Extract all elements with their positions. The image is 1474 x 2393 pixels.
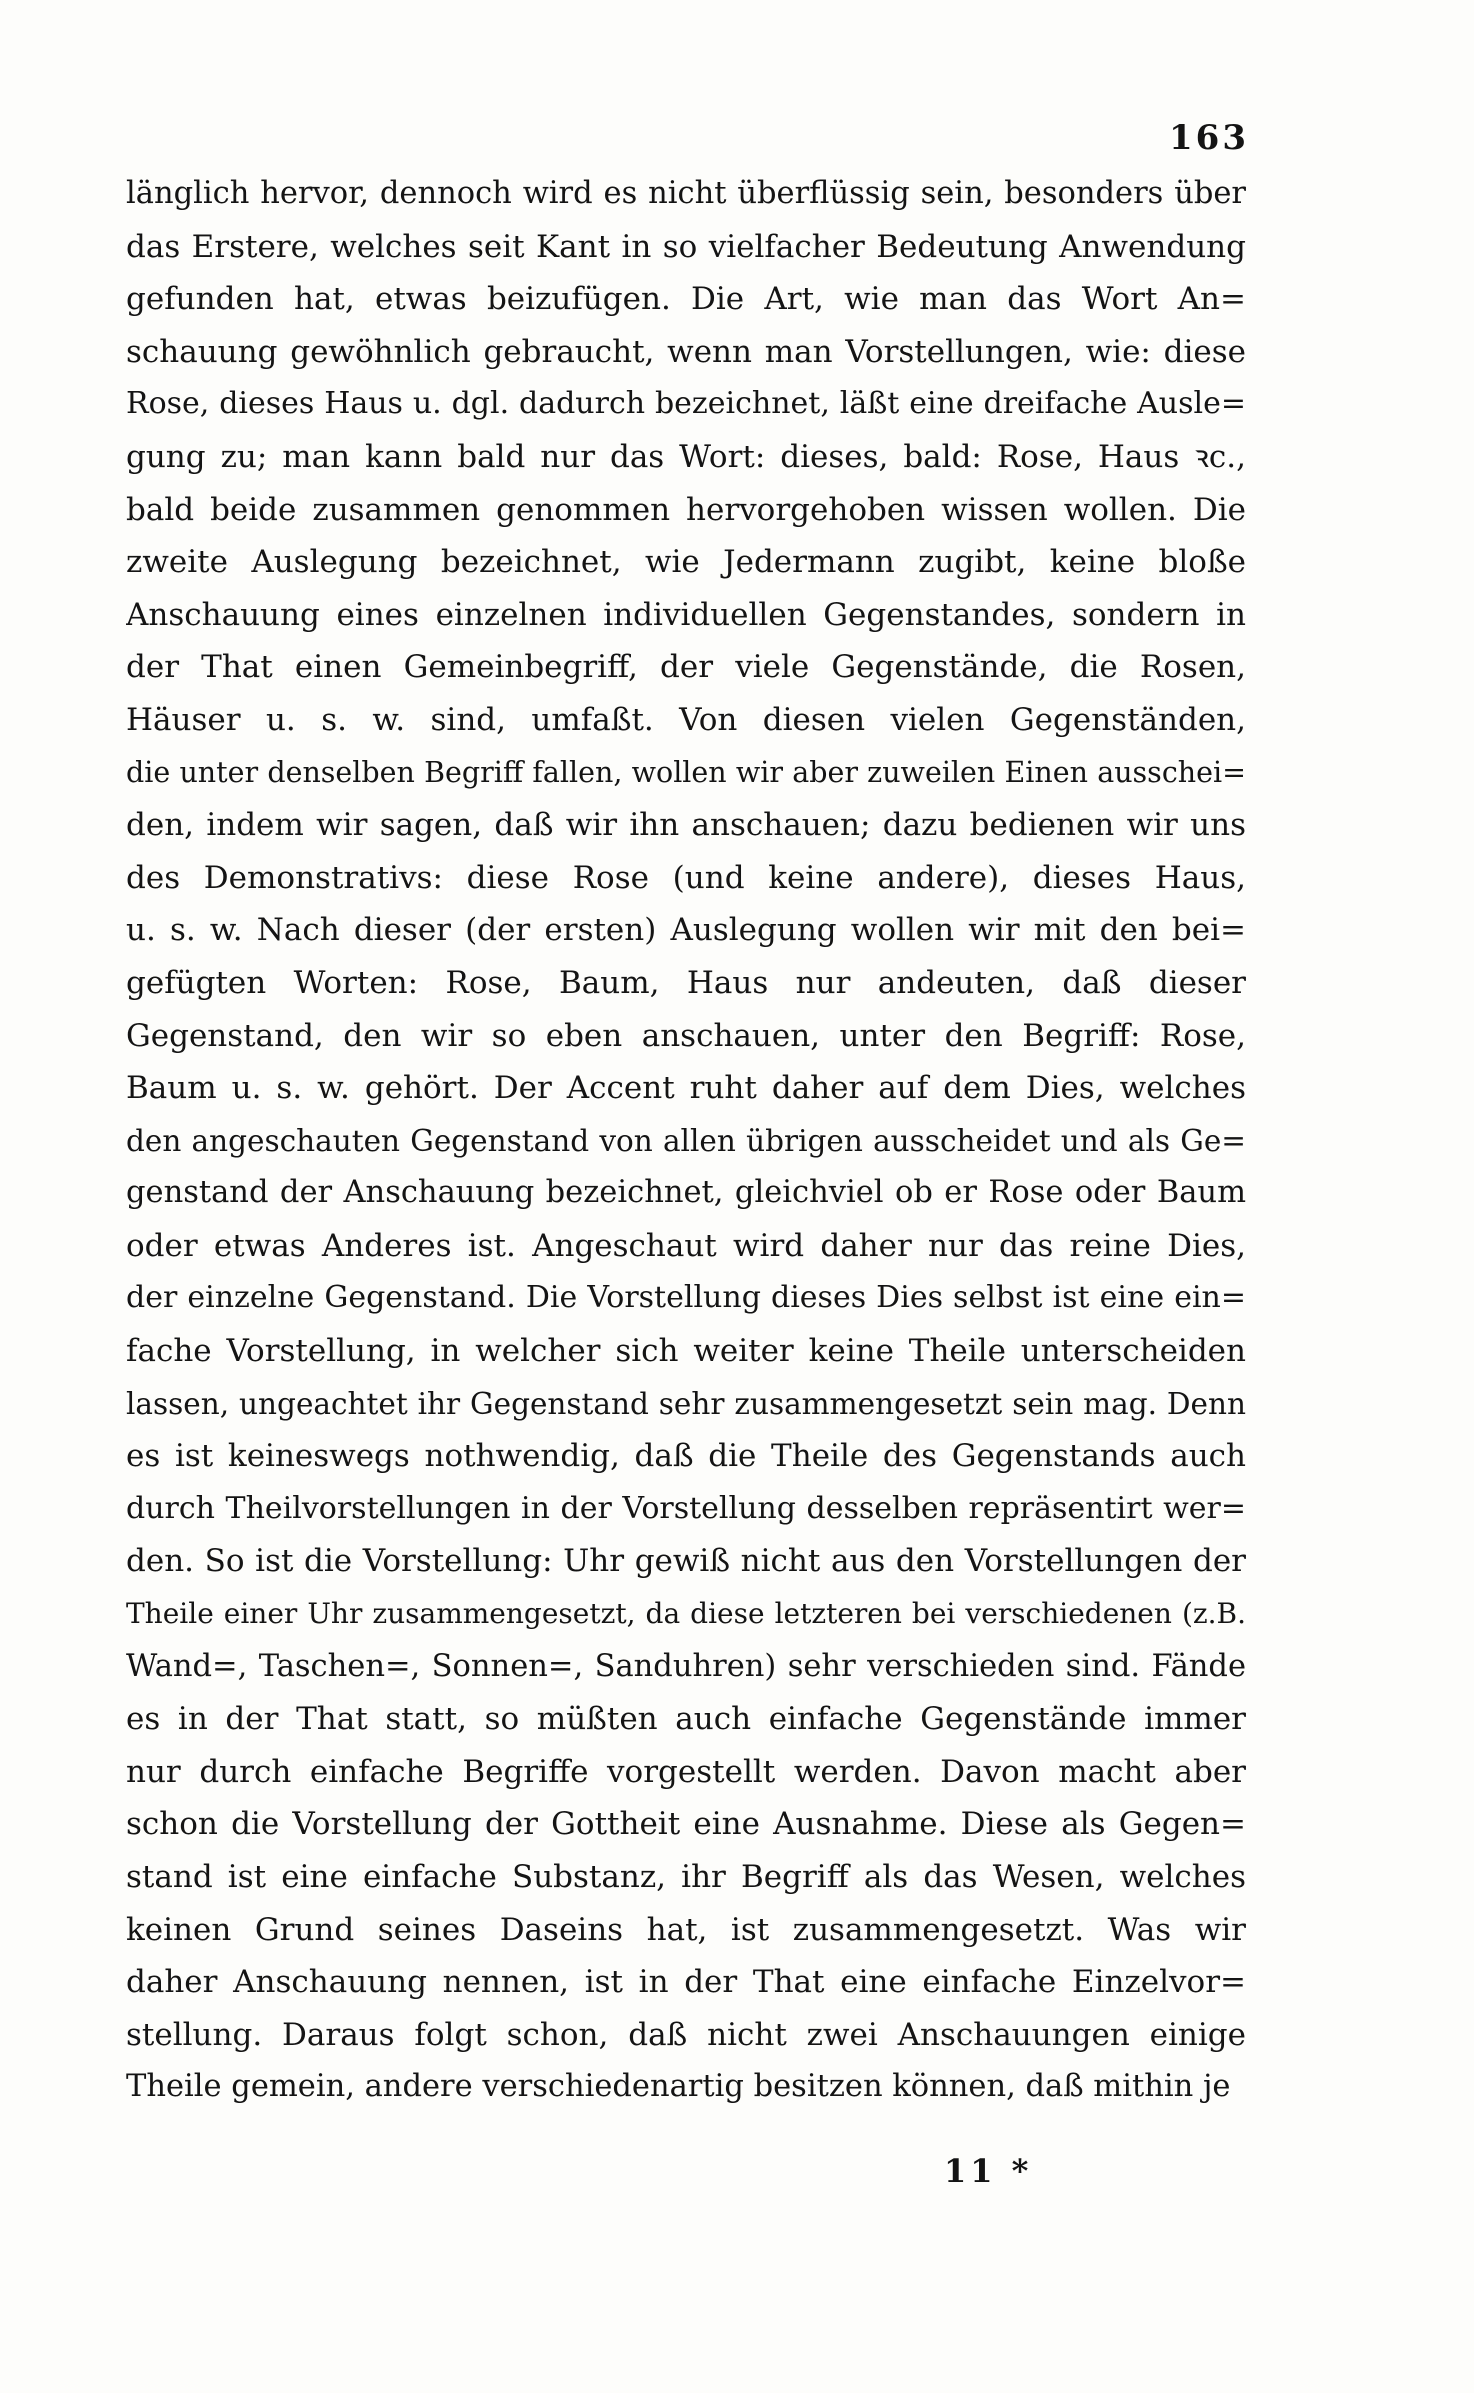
text-line: schauung gewöhnlich gebraucht, wenn man Vorstellungen, wie: diese	[126, 333, 1246, 370]
text-line: gung zu; man kann bald nur das Wort: dieses, bald: Rose, Haus ꝛc.,	[126, 438, 1246, 475]
text-line: den angeschauten Gegenstand von allen übrigen ausscheidet und als Ge=	[126, 1123, 1246, 1158]
body-text	[126, 168, 1246, 2114]
text-line: durch Theilvorstellungen in der Vorstellung desselben repräsentirt wer=	[126, 1490, 1246, 1526]
text-line: Wand=, Taschen=, Sonnen=, Sanduhren) sehr verschieden sind. Fände	[126, 1648, 1246, 1684]
text-line: fache Vorstellung, in welcher sich weiter keine Theile unterscheiden	[126, 1333, 1246, 1370]
text-line: zweite Auslegung bezeichnet, wie Jedermann zugibt, keine bloße	[126, 544, 1246, 581]
text-line: gefügten Worten: Rose, Baum, Haus nur andeuten, daß dieser	[126, 964, 1246, 1001]
text-line: schon die Vorstellung der Gottheit eine Ausnahme. Diese als Gegen=	[126, 1806, 1246, 1843]
text-line: bald beide zusammen genommen hervorgehoben wissen wollen. Die	[126, 491, 1246, 528]
text-line: Theile einer Uhr zusammengesetzt, da diese letzteren bei verschiedenen (z.B.	[126, 1597, 1246, 1631]
text-line: u. s. w. Nach dieser (der ersten) Auslegung wollen wir mit den bei=	[126, 912, 1246, 949]
text-line: stand ist eine einfache Substanz, ihr Begriff als das Wesen, welches	[126, 1859, 1246, 1895]
text-line: Häuser u. s. w. sind, umfaßt. Von diesen vielen Gegenständen,	[126, 701, 1246, 738]
text-line: gefunden hat, etwas beizufügen. Die Art, wie man das Wort An=	[126, 281, 1246, 318]
text-line: den. So ist die Vorstellung: Uhr gewiß nicht aus den Vorstellungen der	[126, 1543, 1246, 1580]
text-line: genstand der Anschauung bezeichnet, gleichviel ob er Rose oder Baum	[126, 1175, 1246, 1211]
signature-mark: 11 *	[944, 2152, 1033, 2190]
text-line: des Demonstrativs: diese Rose (und keine andere), dieses Haus,	[126, 859, 1246, 896]
text-line: oder etwas Anderes ist. Angeschaut wird daher nur das reine Dies,	[126, 1227, 1246, 1264]
text-line: den, indem wir sagen, daß wir ihn anschauen; dazu bedienen wir uns	[126, 807, 1246, 844]
text-line: Baum u. s. w. gehört. Der Accent ruht daher auf dem Dies, welches	[126, 1070, 1246, 1107]
page-number: 163	[1169, 118, 1249, 158]
text-line: Rose, dieses Haus u. dgl. dadurch bezeichnet, läßt eine dreifache Ausle=	[126, 386, 1246, 422]
text-line: länglich hervor, dennoch wird es nicht überflüssig sein, besonders über	[126, 176, 1246, 211]
text-line: die unter denselben Begriff fallen, wollen wir aber zuweilen Einen ausschei=	[126, 755, 1246, 789]
text-line: nur durch einfache Begriffe vorgestellt werden. Davon macht aber	[126, 1753, 1246, 1790]
text-line: das Erstere, welches seit Kant in so vielfacher Bedeutung Anwendung	[126, 228, 1246, 265]
text-line: Theile gemein, andere verschiedenartig besitzen können, daß mithin je	[126, 2069, 1231, 2105]
text-line: keinen Grund seines Daseins hat, ist zusammengesetzt. Was wir	[126, 1911, 1246, 1948]
text-line: Gegenstand, den wir so eben anschauen, unter den Begriff: Rose,	[126, 1017, 1246, 1054]
text-line: stellung. Daraus folgt schon, daß nicht zwei Anschauungen einige	[126, 2016, 1246, 2053]
text-line: daher Anschauung nennen, ist in der That eine einfache Einzelvor=	[126, 1964, 1246, 2001]
text-line: es in der That statt, so müßten auch einfache Gegenstände immer	[126, 1701, 1246, 1738]
text-line: der That einen Gemeinbegriff, der viele Gegenstände, die Rosen,	[126, 649, 1246, 686]
text-line: lassen, ungeachtet ihr Gegenstand sehr zusammengesetzt sein mag. Denn	[126, 1386, 1246, 1421]
text-line: der einzelne Gegenstand. Die Vorstellung dieses Dies selbst ist eine ein=	[126, 1280, 1246, 1316]
text-line: Anschauung eines einzelnen individuellen Gegenstandes, sondern in	[126, 596, 1246, 633]
text-line: es ist keineswegs nothwendig, daß die Theile des Gegenstands auch	[126, 1438, 1246, 1475]
